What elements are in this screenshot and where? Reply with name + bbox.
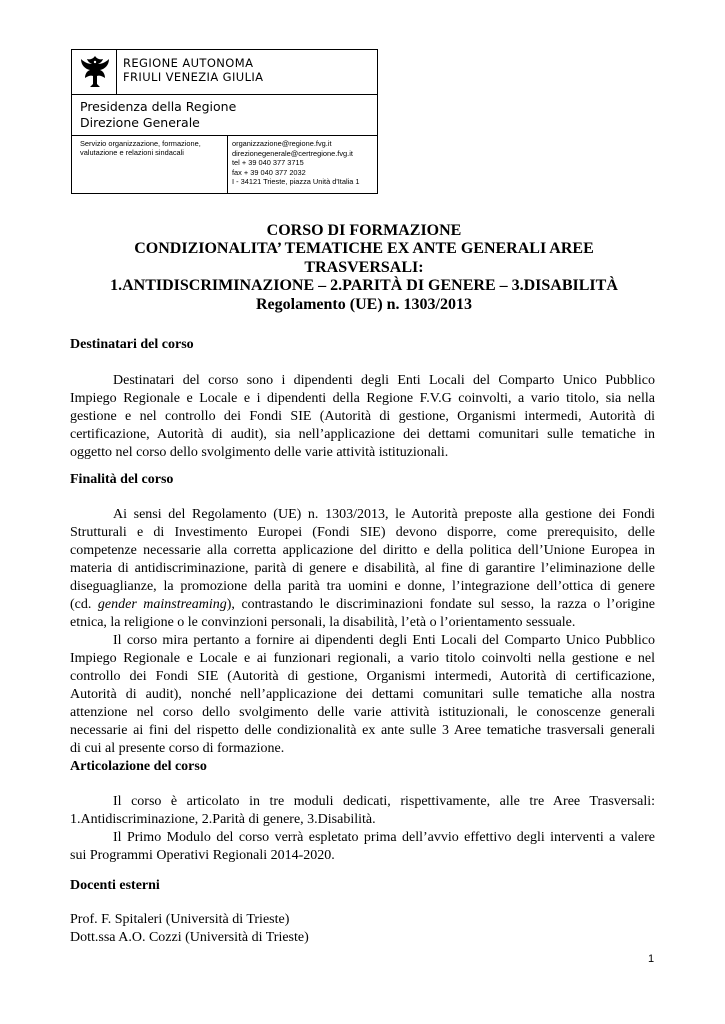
paragraph-line: competenze necessarie alla corretta applicazione del diritto e della politica dell’Unione Europea in [70,543,655,558]
paragraph-line: necessarie ai fini del rispetto delle condizionalità ex ante sulle 3 Aree tematiche trasversali generali [70,723,655,738]
section-heading-finalita: Finalità del corso [70,472,174,487]
paragraph-line: Destinatari del corso sono i dipendenti degli Enti Locali del Comparto Unico Pubblico [113,373,655,388]
paragraph-line: Autorità di audit), nonché nell’applicazione dei dettami comunitari sulle tematiche alla nostra [70,687,655,702]
finalita-paragraph-1 [70,506,655,758]
paragraph-line: oggetto nel corso dello svolgimento delle varie attività istituzionali. [70,445,449,460]
address: I - 34121 Trieste, piazza Unità d'Italia 1 [232,177,360,187]
section-heading-destinatari: Destinatari del corso [70,337,194,352]
service-line-2: valutazione e relazioni sindacali [80,148,184,157]
title-line-3: TRASVERSALI: [304,258,424,276]
title-line-1: CORSO DI FORMAZIONE [266,222,462,239]
paragraph-line: Impiego Regionale e Locale e i dipendenti della Regione F.V.G coinvolti, a vario titolo, sia nella [70,391,655,406]
text-span: ), contrastando le discriminazioni fondate sul sesso, la razza o l’origine [226,597,655,612]
title-line-4: 1.ANTIDISCRIMINAZIONE – 2.PARITÀ DI GENERE – 3.DISABILITÀ [110,277,618,295]
teacher-item: Dott.ssa A.O. Cozzi (Università di Trieste) [70,930,309,945]
paragraph-line: controllo dei Fondi SIE (Autorità di gestione, Organismi intermedi, Autorità di certificazione, [70,669,655,684]
letterhead-box [71,49,378,194]
paragraph-line: Ai sensi del Regolamento (UE) n. 1303/2013, le Autorità preposte alla gestione dei Fondi [113,507,655,522]
letterhead-divider [72,94,377,95]
paragraph-line: certificazione, Autorità di audit), sia nell’applicazione dei dettami comunitari sulle tematiche in [70,427,655,442]
paragraph-line: attenzione nel corso dello svolgimento delle varie attività istituzionali, le conoscenze generali [70,705,655,720]
paragraph-line: Il corso è articolato in tre moduli dedicati, rispettivamente, alle tre Aree Trasversali: [113,794,655,809]
paragraph-line: Il corso mira pertanto a fornire ai dipendenti degli Enti Locali del Comparto Unico Pubblico [113,633,655,648]
presidency-line-2: Direzione Generale [80,115,200,130]
text-span: (cd. [70,597,98,612]
letterhead-divider [227,135,228,193]
letterhead-header [72,50,377,94]
presidency-line-1: Presidenza della Regione [80,99,237,114]
region-line-2: FRIULI VENEZIA GIULIA [123,70,264,84]
paragraph-line: gestione e nel controllo dei Fondi SIE (Autorità di gestione, Organismi intermedi, Autorità di [70,409,655,424]
paragraph-line: sui Programmi Operativi Regionali 2014-2020. [70,848,335,863]
paragraph-line: diseguaglianze, la promozione della parità tra uomini e donne, l’integrazione dell’ottica di genere [70,579,655,594]
contacts-block [232,139,360,187]
articolazione-paragraph [70,793,655,865]
paragraph-line: Strutturali e di Investimento Europei (Fondi SIE) devono disporre, come prerequisito, delle [70,525,655,540]
phone-number: tel + 39 040 377 3715 [232,158,304,168]
section-heading-docenti: Docenti esterni [70,878,160,893]
paragraph-line: 1.Antidiscriminazione, 2.Parità di genere, 3.Disabilità. [70,812,376,827]
paragraph-line [70,596,655,614]
document-title [60,222,668,314]
eagle-logo-icon [78,54,112,90]
teacher-list [70,911,655,947]
paragraph-line: materia di antidiscriminazione, parità di genere e disabilità, al fine di garantire l’eliminazione delle [70,561,655,576]
teacher-item: Prof. F. Spitaleri (Università di Trieste) [70,912,290,927]
paragraph-line: di cui al presente corso di formazione. [70,741,285,756]
paragraph-line: Impiego Regionale e Locale e ai funzionari regionali, a vario titolo coinvolti nella gestione e nel [70,651,655,666]
email-link[interactable]: organizzazione@regione.fvg.it [232,139,332,148]
service-line-1: Servizio organizzazione, formazione, [80,139,201,148]
letterhead-divider [72,135,377,136]
letterhead-divider [116,50,117,94]
title-line-2: CONDIZIONALITA’ TEMATICHE EX ANTE GENERALI AREE [134,240,594,258]
fax-number: fax + 39 040 377 2032 [232,167,306,177]
pec-email-link[interactable]: direzionegenerale@certregione.fvg.it [232,148,353,158]
region-name [123,56,263,84]
destinatari-paragraph [70,372,655,462]
title-line-5: Regolamento (UE) n. 1303/2013 [256,295,472,313]
page-number: 1 [648,953,655,965]
section-heading-articolazione: Articolazione del corso [70,759,207,774]
service-block [80,139,230,157]
presidency-block [80,99,236,131]
italic-term: gender mainstreaming [97,597,227,612]
paragraph-line: Il Primo Modulo del corso verrà espletato prima dell’avvio effettivo degli interventi a valere [113,830,655,845]
paragraph-line: etnica, la religione o le convinzioni personali, la disabilità, l’età o l’orientamento sessuale. [70,615,576,630]
region-line-1: REGIONE AUTONOMA [123,56,254,70]
